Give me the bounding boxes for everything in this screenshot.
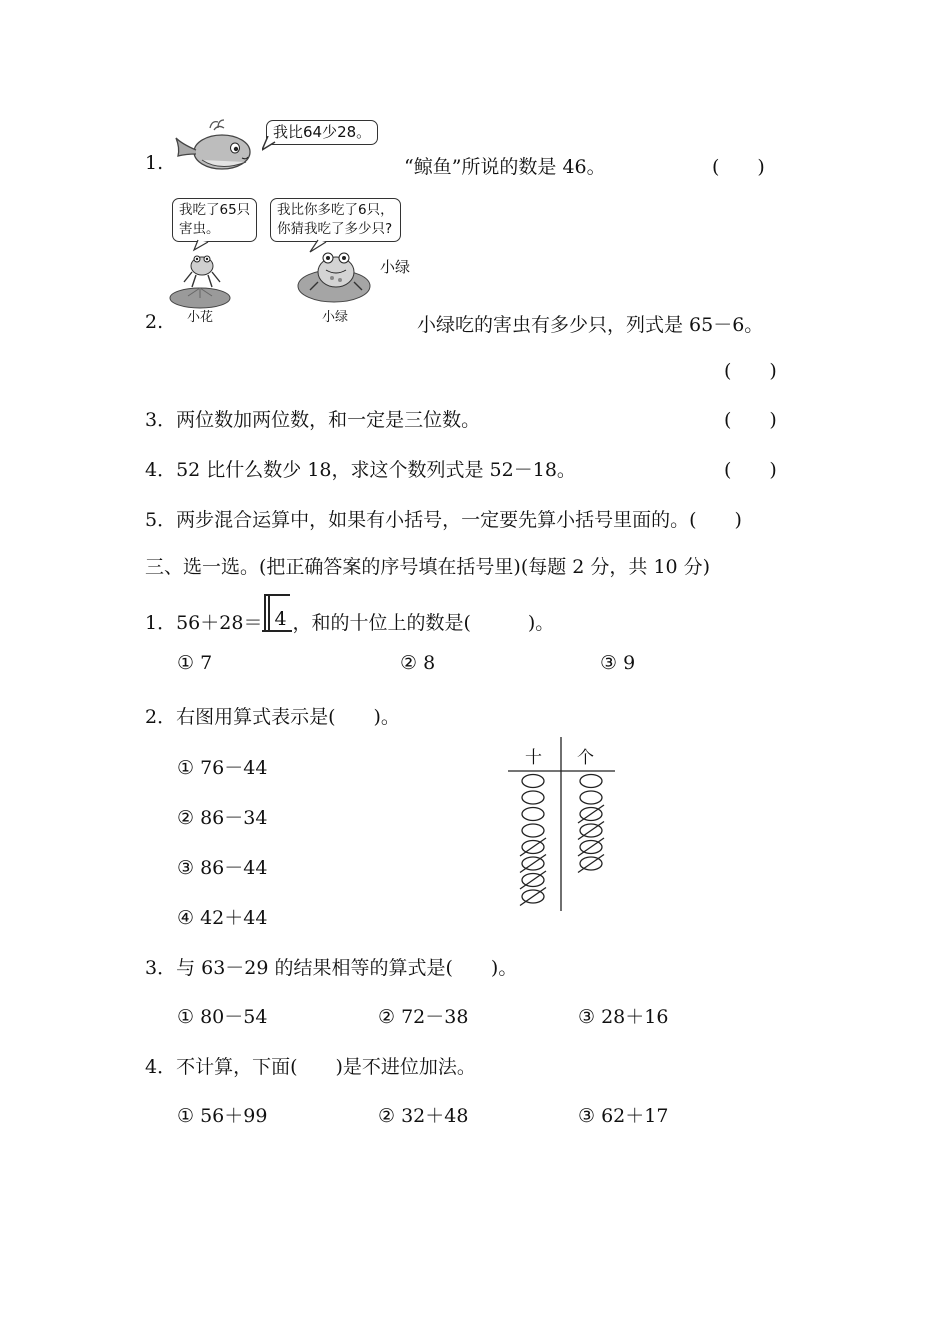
xiaolv-bubble-line-2: 你猜我吃了多少只?	[277, 221, 393, 237]
whale-speech-bubble: 我比64少28。	[266, 120, 378, 145]
q5-text[interactable]: 5．两步混合运算中，如果有小括号，一定要先算小括号里面的。( )	[145, 509, 742, 531]
s3q2-option-1[interactable]: ① 76－44	[177, 757, 268, 779]
xiaolv-bubble-line-1: 我比你多吃了6只，	[277, 202, 394, 218]
q2-text: 小绿吃的害虫有多少只，列式是 65－6。	[417, 314, 764, 336]
whale-bubble-tail	[262, 136, 276, 152]
tens-column-label: 十	[525, 748, 542, 768]
s3q1-option-2[interactable]: ② 8	[400, 652, 436, 674]
tens-bead	[522, 791, 544, 804]
q1-answer-blank[interactable]: ( )	[712, 156, 765, 178]
q2-number: 2.	[145, 311, 164, 333]
s3q1-blank-digit-box[interactable]	[262, 608, 292, 632]
s3q2-text: 2．右图用算式表示是( )。	[145, 706, 400, 728]
s3q1-prefix: 1．56＋28＝	[145, 612, 263, 634]
q4-text: 4．52 比什么数少 18，求这个数列式是 52－18。	[145, 459, 576, 481]
s3q1-option-3[interactable]: ③ 9	[600, 652, 636, 674]
s3q4-option-3[interactable]: ③ 62＋17	[578, 1105, 669, 1127]
counting-board-drawing	[505, 735, 617, 915]
xiaolv-label: 小绿	[322, 310, 349, 325]
s3q3-text: 3．与 63－29 的结果相等的算式是( )。	[145, 957, 518, 979]
q3-answer-blank[interactable]: ( )	[724, 409, 777, 431]
s3q4-option-2[interactable]: ② 32＋48	[378, 1105, 469, 1127]
q1-number: 1.	[145, 152, 164, 174]
s3q3-option-3[interactable]: ③ 28＋16	[578, 1006, 669, 1028]
tens-bead	[522, 824, 544, 837]
whale-illustration	[172, 118, 254, 176]
s3q1-suffix: ，和的十位上的数是( )。	[292, 612, 555, 634]
section3-heading: 三、选一选。(把正确答案的序号填在括号里)(每题 2 分，共 10 分)	[145, 556, 711, 578]
xiaohua-label: 小花	[187, 310, 214, 325]
s3q1-digit: 4	[274, 608, 287, 630]
s3q3-option-2[interactable]: ② 72－38	[378, 1006, 469, 1028]
s3q1-option-1[interactable]: ① 7	[177, 652, 213, 674]
q1-text: “鲸鱼”所说的数是 46。	[404, 156, 606, 178]
q4-answer-blank[interactable]: ( )	[724, 459, 777, 481]
xiaohua-bubble-line-1: 我吃了65只	[179, 202, 251, 218]
q2-answer-blank[interactable]: ( )	[724, 360, 777, 382]
s3q1-line	[145, 608, 554, 635]
q3-text: 3．两位数加两位数，和一定是三位数。	[145, 409, 481, 431]
xiaolv-side-label: 小绿	[380, 258, 411, 276]
xiaohua-bubble-line-2: 害虫。	[179, 221, 220, 237]
ones-bead	[580, 775, 602, 788]
counting-board	[505, 735, 617, 915]
ones-bead	[580, 791, 602, 804]
s3q4-text: 4．不计算，下面( )是不进位加法。	[145, 1056, 476, 1078]
s3q2-option-3[interactable]: ③ 86－44	[177, 857, 268, 879]
s3q4-option-1[interactable]: ① 56＋99	[177, 1105, 268, 1127]
s3q3-option-1[interactable]: ① 80－54	[177, 1006, 268, 1028]
xiaolv-speech-bubble	[270, 198, 401, 242]
frogs-illustration	[168, 238, 411, 310]
xiaohua-speech-bubble	[172, 198, 257, 242]
s3q2-option-4[interactable]: ④ 42＋44	[177, 907, 268, 929]
tens-bead	[522, 775, 544, 788]
ones-column-label: 个	[577, 748, 594, 768]
s3q2-option-2[interactable]: ② 86－34	[177, 807, 268, 829]
tens-bead	[522, 808, 544, 821]
